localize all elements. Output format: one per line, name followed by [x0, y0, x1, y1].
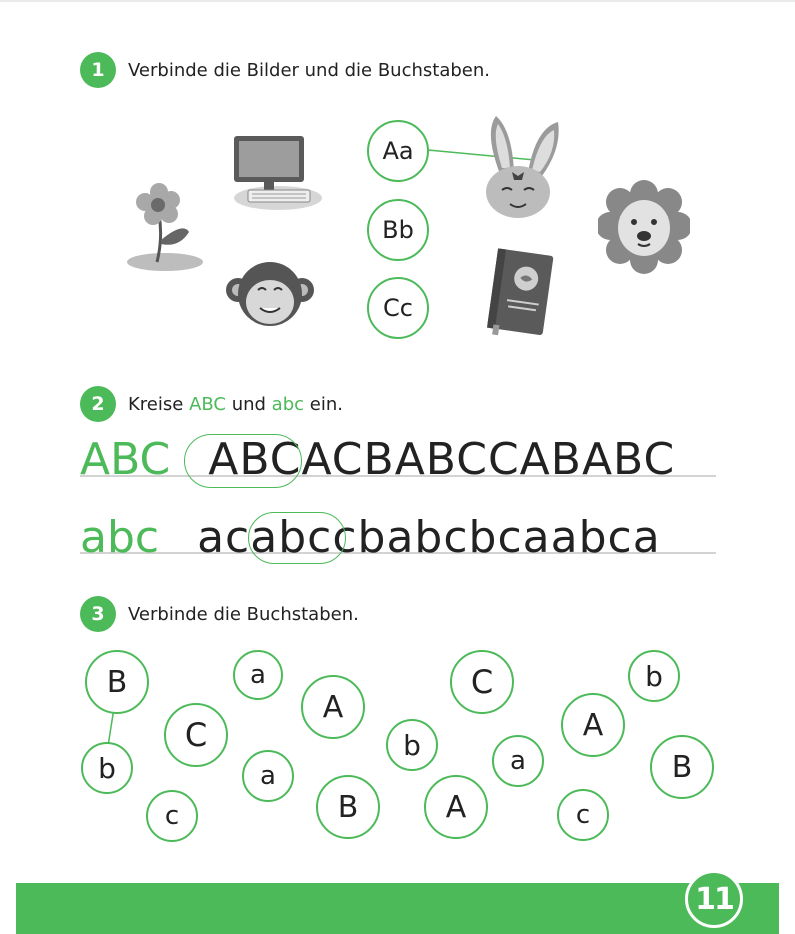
task-number-badge: 3 — [80, 596, 116, 632]
letter-circle[interactable]: c — [146, 790, 198, 842]
letter-circle[interactable]: B — [85, 650, 149, 714]
task-instruction: Verbinde die Buchstaben. — [128, 603, 359, 625]
letter-circle[interactable]: a — [233, 650, 283, 700]
footer-bar — [16, 883, 779, 934]
letter-circle-cc[interactable]: Cc — [367, 277, 429, 339]
row-label: ABC — [80, 434, 171, 485]
letter-circle[interactable]: b — [81, 742, 133, 794]
letter-circle[interactable]: C — [450, 650, 514, 714]
letter-circle[interactable]: C — [164, 703, 228, 767]
monkey-icon — [224, 258, 316, 330]
task-number-badge: 2 — [80, 386, 116, 422]
computer-icon — [230, 130, 322, 212]
task-1-header — [80, 52, 490, 88]
task-2-header — [80, 386, 343, 422]
instruction-highlight-upper: ABC — [189, 393, 226, 415]
letter-row-upper — [80, 434, 676, 485]
letter-circle-bb[interactable]: Bb — [367, 199, 429, 261]
found-circle — [184, 434, 302, 488]
letter-circle[interactable]: b — [386, 719, 438, 771]
letter-sequence[interactable]: acabccbabcbcaabca — [197, 512, 661, 563]
task-instruction — [128, 394, 343, 415]
letter-circle[interactable]: B — [316, 775, 380, 839]
letter-circle[interactable]: b — [628, 650, 680, 702]
task-instruction: Verbinde die Bilder und die Buchstaben. — [128, 59, 490, 81]
task-number-badge: 1 — [80, 52, 116, 88]
page-number: 11 — [685, 870, 743, 928]
letter-circle[interactable]: c — [557, 789, 609, 841]
instruction-text: ein. — [304, 393, 343, 415]
task-3-header — [80, 596, 359, 632]
instruction-text: Kreise — [128, 393, 190, 415]
letter-circle[interactable]: A — [301, 675, 365, 739]
row-label: abc — [80, 512, 160, 563]
letter-sequence[interactable]: ABCACBABCCABABC — [208, 434, 676, 485]
found-circle — [248, 512, 346, 564]
letter-circle[interactable]: a — [492, 735, 544, 787]
top-border — [0, 0, 795, 2]
letter-circle[interactable]: A — [561, 693, 625, 757]
instruction-highlight-lower: abc — [271, 393, 305, 415]
letter-circle-aa[interactable]: Aa — [367, 120, 429, 182]
instruction-text: und — [225, 393, 272, 415]
letter-circle[interactable]: a — [242, 750, 294, 802]
letter-row-lower — [80, 512, 661, 563]
book-icon — [484, 248, 558, 340]
letter-circle[interactable]: B — [650, 735, 714, 799]
lion-icon — [598, 180, 690, 276]
letter-circle[interactable]: A — [424, 775, 488, 839]
bunny-icon — [478, 112, 570, 224]
flower-icon — [125, 178, 205, 274]
